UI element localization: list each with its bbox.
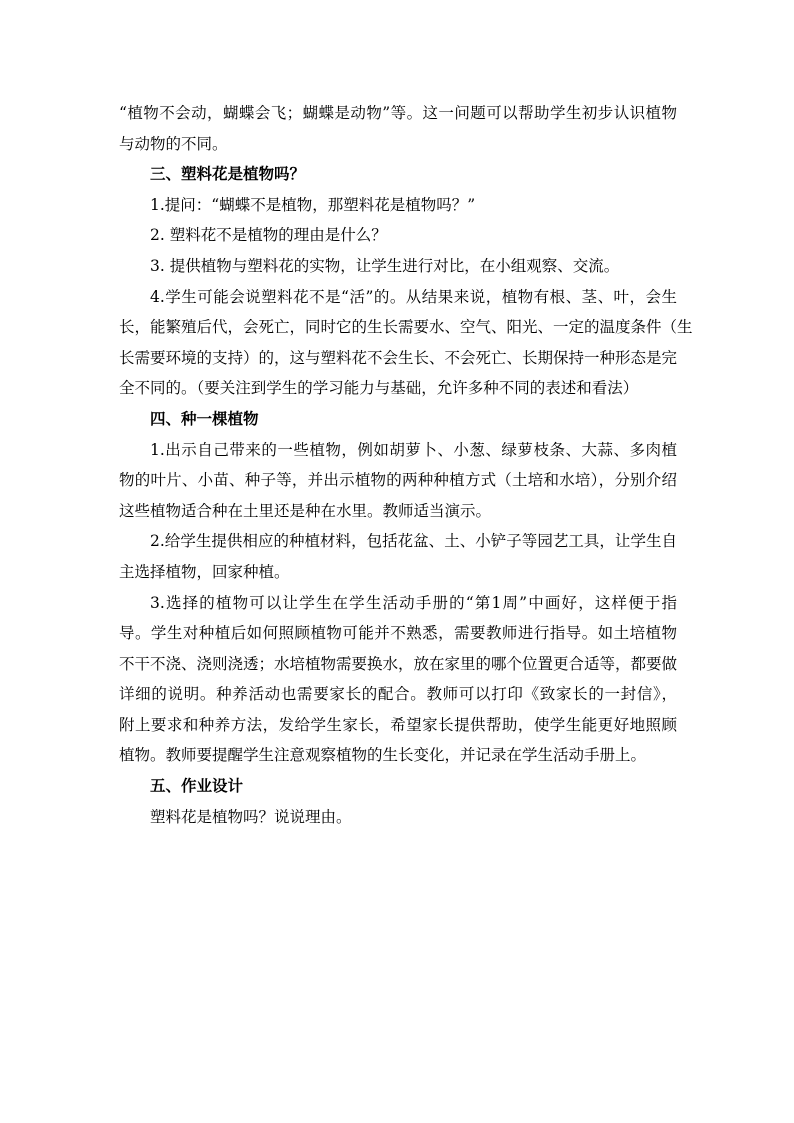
list-item: 2.给学生提供相应的种植材料，包括花盆、土、小铲子等园艺工具，让学生自 (150, 532, 677, 551)
paragraph-line: 不干不浇、浇则浇透；水培植物需要换水，放在家里的哪个位置更合适等，都要做 (119, 654, 678, 673)
paragraph-line: 塑料花是植物吗？说说理由。 (150, 807, 352, 826)
list-item: 2. 塑料花不是植物的理由是什么？ (150, 226, 387, 245)
section-heading-4: 四、种一棵植物 (150, 409, 259, 428)
paragraph-line: 长，能繁殖后代，会死亡，同时它的生长需要水、空气、阳光、一定的温度条件（生 (119, 318, 693, 337)
paragraph-line: 附上要求和种养方法，发给学生家长，希望家长提供帮助，使学生能更好地照顾 (119, 715, 677, 734)
list-item: 1.出示自己带来的一些植物，例如胡萝卜、小葱、绿萝枝条、大蒜、多肉植 (150, 440, 677, 459)
section-heading-5: 五、作业设计 (150, 777, 244, 796)
paragraph-line: 长需要环境的支持）的，这与塑料花不会生长、不会死亡、长期保持一种形态是完 (119, 348, 678, 367)
paragraph-line: 植物。教师要提醒学生注意观察植物的生长变化，并记录在学生活动手册上。 (119, 746, 647, 765)
paragraph-line: 这些植物适合种在土里还是种在水里。教师适当演示。 (119, 501, 492, 520)
paragraph-line: 全不同的。（要关注到学生的学习能力与基础，允许多种不同的表述和看法） (119, 379, 639, 398)
section-heading-3: 三、塑料花是植物吗？ (150, 165, 306, 184)
list-item: 3. 提供植物与塑料花的实物，让学生进行对比，在小组观察、交流。 (150, 256, 620, 275)
paragraph-line: “植物不会动，蝴蝶会飞；蝴蝶是动物”等。这一问题可以帮助学生初步认识植物 (119, 104, 677, 122)
list-item: 4.学生可能会说塑料花不是“活”的。从结果来说，植物有根、茎、叶，会生 (150, 287, 677, 306)
paragraph-line: 导。学生对种植后如何照顾植物可能并不熟悉，需要教师进行指导。如土培植物 (119, 624, 677, 643)
document-body (119, 98, 693, 832)
paragraph-line: 与动物的不同。 (119, 134, 228, 153)
paragraph-line: 物的叶片、小苗、种子等，并出示植物的两种种植方式（土培和水培），分别介绍 (119, 471, 677, 490)
list-item: 3.选择的植物可以让学生在学生活动手册的“第1周”中画好，这样便于指 (150, 593, 677, 612)
paragraph-line: 详细的说明。种养活动也需要家长的配合。教师可以打印《致家长的一封信》， (119, 685, 677, 704)
list-item: 1.提问：“蝴蝶不是植物，那塑料花是植物吗？” (150, 195, 476, 214)
paragraph-line: 主选择植物，回家种植。 (119, 562, 290, 581)
